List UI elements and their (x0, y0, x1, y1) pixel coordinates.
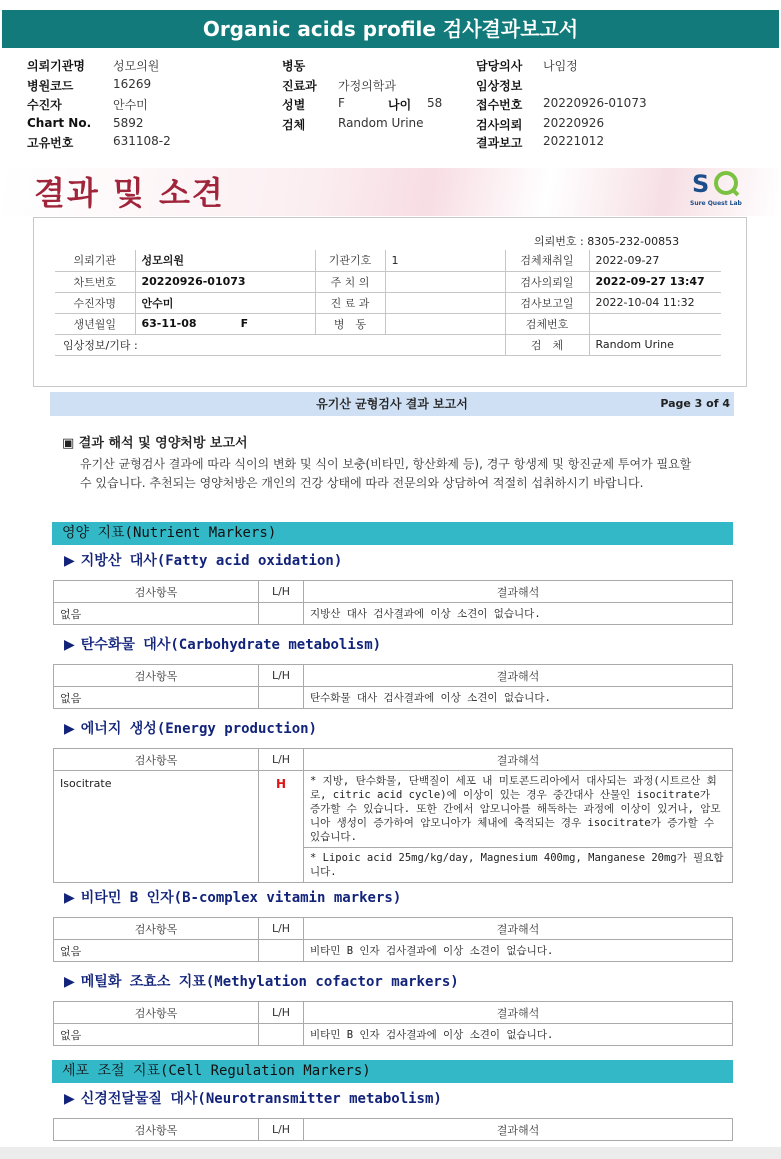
header-patient-label: 수진자 (27, 98, 62, 112)
header-requester: 의뢰기관명 (27, 59, 85, 73)
info-row: 임상정보/기타 : 검 체 Random Urine (55, 334, 721, 355)
header-hospital-code-value: 16269 (113, 77, 152, 91)
section-heading: ▣ 결과 해석 및 영양처방 보고서 (62, 436, 248, 451)
category-nutrient-markers: 영양 지표(Nutrient Markers) (52, 522, 733, 545)
subsection-energy-production: ▶ 에너지 생성(Energy production) (64, 721, 317, 737)
header-patient-value: 안수미 (113, 98, 148, 112)
triangle-icon: ▶ (64, 1091, 75, 1107)
info-row: 차트번호 20220926-01073 주 치 의 검사의뢰일 2022-09-27 13:47 (55, 271, 721, 292)
header-dept-value: 가정의학과 (338, 79, 396, 93)
header-report-date-label: 결과보고 (476, 136, 523, 150)
page-bottom-edge (0, 1147, 781, 1159)
category-cell-regulation: 세포 조절 지표(Cell Regulation Markers) (52, 1060, 733, 1083)
intro-paragraph: 유기산 균형검사 결과에 따라 식이의 변화 및 식이 보충(비타민, 항산화제 등), 경구 항생제 및 항진균제 투여가 필요할 수 있습니다. 추천되는 영양처방은 개인의 건강 상태에 따라 전문의와 상담하여 적절히 섭취하시기 바랍니다. (80, 457, 692, 490)
info-row: 의뢰기관 성모의원 기관기호 1 검체채취일 2022-09-27 (55, 250, 721, 271)
header-chart-value: 5892 (113, 116, 144, 130)
result-table-fatty-acid: 검사항목 L/H 결과해석 없음 지방산 대사 검사결과에 이상 소견이 없습니다. (53, 580, 733, 625)
header-report-date-value: 20221012 (543, 134, 605, 148)
header-sex-value: F (338, 96, 345, 110)
table-row: 없음 지방산 대사 검사결과에 이상 소견이 없습니다. (54, 603, 733, 625)
result-table-vitamin-b: 검사항목 L/H 결과해석 없음 비타민 B 인자 검사결과에 이상 소견이 없습니다. (53, 917, 733, 962)
subsection-vitamin-b: ▶ 비타민 B 인자(B-complex vitamin markers) (64, 890, 402, 906)
header-clinical-label: 임상정보 (476, 79, 523, 93)
report-subtitle-bar (50, 392, 734, 416)
header-age-value: 58 (427, 96, 443, 110)
result-table-carbohydrate: 검사항목 L/H 결과해석 없음 탄수화물 대사 검사결과에 이상 소견이 없습니다. (53, 664, 733, 709)
triangle-icon: ▶ (64, 637, 75, 653)
table-row: 없음 비타민 B 인자 검사결과에 이상 소견이 없습니다. (54, 1024, 733, 1046)
high-flag: H (275, 777, 287, 791)
patient-info-table (55, 250, 721, 356)
info-row: 생년월일 63-11-08 F 병 동 검체번호 (55, 313, 721, 334)
triangle-icon: ▶ (64, 721, 75, 737)
info-row: 수진자명 안수미 진 료 과 검사보고일 2022-10-04 11:32 (55, 292, 721, 313)
table-row: 없음 탄수화물 대사 검사결과에 이상 소견이 없습니다. (54, 687, 733, 709)
subsection-neurotransmitter: ▶ 신경전달물질 대사(Neurotransmitter metabolism) (64, 1091, 442, 1107)
header-dept-label: 진료과 (282, 79, 317, 93)
header-chart-label: Chart No. (27, 116, 92, 130)
header-receipt-value: 20220926-01073 (543, 96, 647, 110)
logo-text: Sure Quest Lab (690, 200, 742, 207)
report-title: Organic acids profile 검사결과보고서 (2, 10, 779, 48)
triangle-icon: ▶ (64, 553, 75, 569)
triangle-icon: ▶ (64, 890, 75, 906)
header-specimen-value: Random Urine (338, 116, 424, 130)
page-indicator: Page 3 of 4 (660, 397, 730, 410)
report-subtitle: 유기산 균형검사 결과 보고서 (316, 397, 468, 411)
banner-title: 결과 및 소견 (34, 174, 225, 212)
result-table-methylation: 검사항목 L/H 결과해석 없음 비타민 B 인자 검사결과에 이상 소견이 없습니다. (53, 1001, 733, 1046)
svg-text:S: S (692, 170, 710, 198)
header-ward-label: 병동 (282, 59, 306, 73)
request-number: 의뢰번호 : 8305-232-00853 (534, 235, 680, 248)
header-age-label: 나이 (388, 98, 412, 112)
header-request-date-value: 20220926 (543, 116, 605, 130)
result-table-neurotransmitter: 검사항목 L/H 결과해석 (53, 1118, 733, 1141)
subsection-methylation: ▶ 메틸화 조효소 지표(Methylation cofactor markers) (64, 974, 459, 990)
header-hospital-code-label: 병원코드 (27, 79, 74, 93)
subsection-fatty-acid: ▶ 지방산 대사(Fatty acid oxidation) (64, 553, 343, 569)
header-specimen-label: 검체 (282, 118, 306, 132)
table-row: * Lipoic acid 25mg/kg/day, Magnesium 400mg, Manganese 20mg가 필요합니다. (54, 848, 733, 883)
header-sex-label: 성별 (282, 98, 306, 112)
table-row: 없음 비타민 B 인자 검사결과에 이상 소견이 없습니다. (54, 940, 733, 962)
header-doctor-value: 나임정 (543, 59, 578, 73)
header-receipt-label: 접수번호 (476, 98, 523, 112)
header-request-date-label: 검사의뢰 (476, 118, 523, 132)
subsection-carbohydrate: ▶ 탄수화물 대사(Carbohydrate metabolism) (64, 637, 382, 653)
header-doctor-label: 담당의사 (476, 59, 523, 73)
header-unique-label: 고유번호 (27, 136, 74, 150)
triangle-icon: ▶ (64, 974, 75, 990)
table-row: Isocitrate H * 지방, 탄수화물, 단백질이 세포 내 미토콘드리아에서 대사되는 과정(시트르산 회로, citric acid cycle)에 이상이 있는 경우 중간대사 산물인 isocitrate가 증가할 수 있습니다. 또한 간에서 암모니아를 해독하는 과정에 이상이 있거나, 암모니아 생성이 증가하여 암모니아가 체내에 축적되는 경우 isocitrate가 증가할 수 있습니다. (54, 771, 733, 848)
result-table-energy: 검사항목 L/H 결과해석 Isocitrate H * 지방, 탄수화물, 단백질이 세포 내 미토콘드리아에서 대사되는 과정(시트르산 회로, citric acid cycle)에 이상이 있는 경우 중간대사 산물인 isocitrate가 증가할 수 있습니다. 또한 간에서 암모니아를 해독하는 과정에 이상이 있거나, 암모니아 생성이 증가하여 암모니아가 체내에 축적되는 경우 isocitrate가 증가할 수 있습니다. * Lipoic acid 25mg/kg/day, Magnesium 400mg, Manganese 20mg가 필요합니다. (53, 748, 733, 883)
header-requester-value: 성모의원 (113, 59, 160, 73)
header-unique-value: 631108-2 (113, 134, 171, 148)
